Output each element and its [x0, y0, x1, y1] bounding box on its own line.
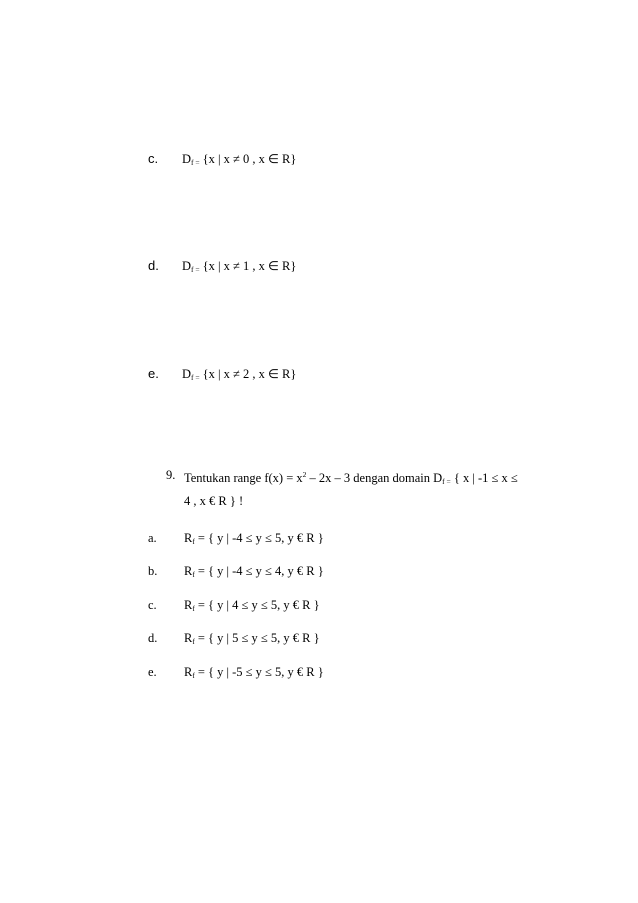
option-text: $D_{f =}$ {x | x ≠ 1 , x ∈ R}	[182, 259, 297, 274]
option-text: $D_{f =}$ {x | x ≠ 2 , x ∈ R}	[182, 367, 297, 382]
option-text: $R_f$ = { y | 5 ≤ y ≤ 5, y € R }	[184, 631, 320, 646]
option-letter: d.	[148, 258, 159, 273]
question-text-line-1: Tentukan range $f(x) = x^2 - 2x - 3$ dengan domain $D_{f =}$ { x | -1 ≤ x ≤	[184, 470, 518, 486]
option-text: $R_f$ = { y | -5 ≤ y ≤ 5, y € R }	[184, 665, 324, 680]
option-letter: d.	[148, 631, 158, 645]
question-number: 9.	[166, 468, 176, 482]
option-text: $D_{f =}$ {x | x ≠ 0 , x ∈ R}	[182, 152, 297, 167]
option-letter: b.	[148, 564, 158, 578]
option-text: $R_f$ = { y | 4 ≤ y ≤ 5, y € R }	[184, 598, 320, 613]
option-letter: c.	[148, 151, 159, 166]
option-letter: e.	[148, 366, 159, 381]
question-text-line-2: 4 , x € R } !	[184, 494, 244, 508]
option-letter: c.	[148, 598, 157, 612]
option-text: $R_f$ = { y | -4 ≤ y ≤ 4, y € R }	[184, 564, 324, 579]
option-letter: a.	[148, 531, 157, 545]
option-text: $R_f$ = { y | -4 ≤ y ≤ 5, y € R }	[184, 531, 324, 546]
option-letter: e.	[148, 665, 157, 679]
